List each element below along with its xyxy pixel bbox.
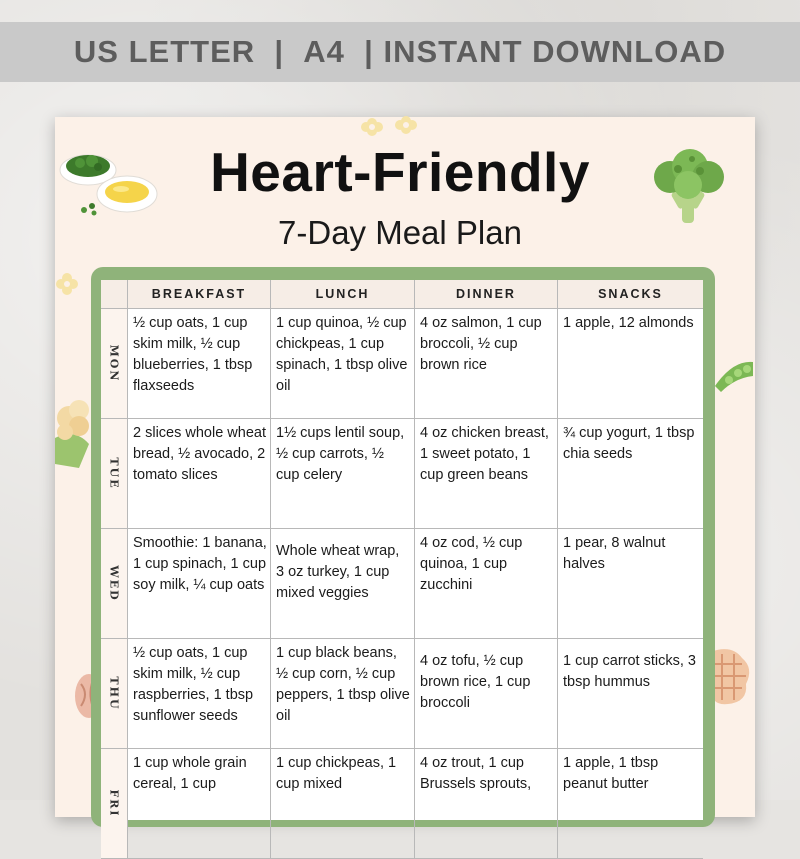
banner-a4: A4 <box>303 34 345 69</box>
table-cell-lunch: 1 cup black beans, ½ cup corn, ½ cup peppers, 1 tbsp olive oil <box>271 639 415 749</box>
table-cell-dinner: 4 oz cod, ½ cup quinoa, 1 cup zucchini <box>415 529 558 639</box>
table-cell-breakfast: Smoothie: 1 banana, 1 cup spinach, 1 cup soy milk, ¼ cup oats <box>128 529 271 639</box>
day-mon: MON <box>107 344 121 383</box>
table-cell-breakfast: ½ cup oats, 1 cup skim milk, ½ cup raspberries, 1 tbsp sunflower seeds <box>128 639 271 749</box>
column-header-breakfast: BREAKFAST <box>128 280 271 309</box>
table-cell-snacks: 1 apple, 1 tbsp peanut butter <box>558 749 703 859</box>
row-day-label <box>101 639 128 749</box>
table-cell-snacks: ¾ cup yogurt, 1 tbsp chia seeds <box>558 419 703 529</box>
row-day-label <box>101 419 128 529</box>
cauliflower-icon <box>55 398 93 470</box>
day-wed: WED <box>107 565 121 602</box>
meal-table <box>101 280 703 820</box>
banner-us-letter: US LETTER <box>73 34 256 69</box>
table-cell-snacks: 1 cup carrot sticks, 3 tbsp hummus <box>558 639 703 749</box>
pea-pod-icon <box>713 356 753 396</box>
page-title: Heart-Friendly <box>210 141 590 203</box>
row-day-label <box>101 309 128 419</box>
banner-separator: | <box>364 34 374 69</box>
table-cell-lunch: 1 cup quinoa, ½ cup chickpeas, 1 cup spinach, 1 tbsp olive oil <box>271 309 415 419</box>
table-cell-breakfast: 2 slices whole wheat bread, ½ avocado, 2 tomato slices <box>128 419 271 529</box>
table-cell-breakfast: 1 cup whole grain cereal, 1 cup <box>128 749 271 859</box>
table-cell-dinner: 4 oz trout, 1 cup Brussels sprouts, <box>415 749 558 859</box>
flower-icon <box>362 115 420 139</box>
row-day-label <box>101 749 128 859</box>
banner-instant-download: INSTANT DOWNLOAD <box>383 34 727 69</box>
column-header-dinner: DINNER <box>415 280 558 309</box>
column-header-lunch: LUNCH <box>271 280 415 309</box>
table-cell-lunch: 1½ cups lentil soup, ½ cup carrots, ½ cup celery <box>271 419 415 529</box>
table-cell-lunch: 1 cup chickpeas, 1 cup mixed <box>271 749 415 859</box>
flower-icon <box>55 272 79 296</box>
format-banner <box>0 22 800 82</box>
row-day-label <box>101 529 128 639</box>
banner-separator: | <box>274 34 285 69</box>
table-cell-snacks: 1 pear, 8 walnut halves <box>558 529 703 639</box>
table-corner <box>101 280 128 309</box>
day-thu: THU <box>107 676 121 711</box>
page-subtitle: 7-Day Meal Plan <box>278 214 522 251</box>
day-tue: TUE <box>107 457 121 490</box>
column-header-snacks: SNACKS <box>558 280 703 309</box>
table-cell-snacks: 1 apple, 12 almonds <box>558 309 703 419</box>
table-cell-lunch: Whole wheat wrap, 3 oz turkey, 1 cup mixed veggies <box>271 529 415 639</box>
table-cell-dinner: 4 oz chicken breast, 1 sweet potato, 1 cup green beans <box>415 419 558 529</box>
table-cell-dinner: 4 oz tofu, ½ cup brown rice, 1 cup broccoli <box>415 639 558 749</box>
table-cell-breakfast: ½ cup oats, 1 cup skim milk, ½ cup blueberries, 1 tbsp flaxseeds <box>128 309 271 419</box>
day-fri: FRI <box>107 789 121 818</box>
table-cell-dinner: 4 oz salmon, 1 cup broccoli, ½ cup brown rice <box>415 309 558 419</box>
